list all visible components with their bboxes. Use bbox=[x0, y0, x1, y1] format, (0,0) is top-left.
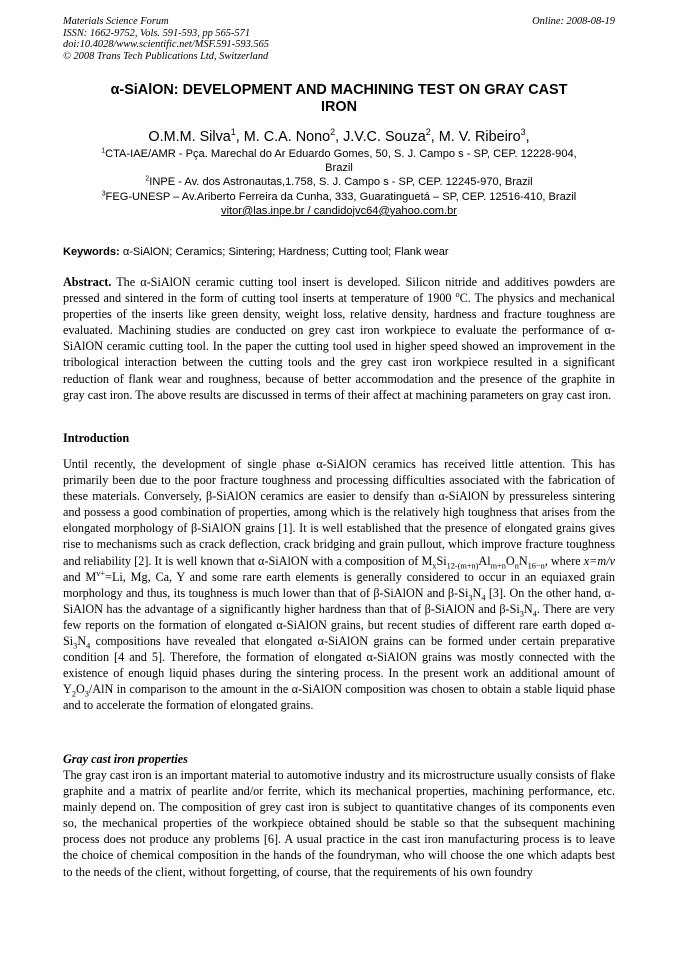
formula-superscript: v+ bbox=[96, 568, 106, 578]
formula-subscript: 2 bbox=[71, 689, 76, 699]
author-name: M. C.A. Nono bbox=[243, 129, 331, 145]
keywords-text: α-SiAlON; Ceramics; Sintering; Hardness; Cutting tool; Flank wear bbox=[122, 246, 449, 258]
abstract bbox=[63, 274, 615, 403]
affiliation-mark: 1 bbox=[101, 147, 106, 155]
affiliation bbox=[63, 147, 615, 161]
formula-subscript: n bbox=[514, 561, 519, 570]
keywords-label: Keywords: bbox=[63, 246, 120, 258]
body-text: . There are very few reports on the formation of elongated α-SiAlON grains, but recent studies of different rare earth doped α-Si bbox=[63, 601, 615, 649]
body-text: [3]. On the other hand, α-SiAlON has the advantage of a significantly higher hardness than that of β-SiAlON and β-Si bbox=[63, 585, 616, 616]
copyright-line: © 2008 Trans Tech Publications Ltd, Switzerland bbox=[63, 50, 269, 62]
author-list bbox=[63, 129, 615, 146]
author-affiliation-mark: 1 bbox=[230, 127, 236, 138]
formula-subscript: 4 bbox=[86, 641, 91, 651]
body-text: Until recently, the development of single phase α-SiAlON ceramics has received little attention. This has primarily been due to the poor fracture toughness and processing difficulties associated with the fabrication of these materials. Conversely, β-SiAlON ceramics are easier to densify than α-SiAlON by pressureless sintering and possess a good combination of properties, among which is the relatively high toughness that arises from the elongated morphology of β-SiAlON grains [1]. It is well established that the presence of elongated grains gives rise to mechanisms such as crack deflection, crack bridging and grain pullout, which improve fracture toughness and reliability [2]. It is well known that α-SiAlON with a composition of M bbox=[63, 457, 615, 568]
author-separator: , bbox=[235, 129, 244, 145]
formula-text: N bbox=[523, 601, 533, 616]
affiliation-mark: 2 bbox=[145, 175, 150, 183]
author-name: J.V.C. Souza bbox=[343, 129, 426, 145]
affiliation bbox=[63, 175, 615, 189]
online-date: Online: 2008-08-19 bbox=[532, 16, 615, 27]
abstract-text: The α-SiAlON ceramic cutting tool insert is developed. Silicon nitride and additives powders are pressed and sintered in the form of cutting tool inserts at temperature of 1900 bbox=[63, 275, 615, 306]
title-line: IRON bbox=[321, 99, 357, 115]
formula-subscript: m+n bbox=[490, 561, 506, 570]
journal-name: Materials Science Forum bbox=[63, 16, 169, 27]
body-text: =Li, Mg, Ca, Y and some rare earth elements is generally considered to occur in an equiaxed grain morphology and thus, its toughness is much lower than that of β-SiAlON and β-Si bbox=[63, 569, 615, 600]
author-separator: , bbox=[430, 129, 439, 145]
affiliation-text: INPE - Av. dos Astronautas,1.758, S. J. Campo s - SP, CEP. 12245-970, Brazil bbox=[149, 176, 533, 189]
author-name: M. V. Ribeiro bbox=[438, 129, 521, 145]
body-text: /AlN in comparison to the amount in the α-SiAlON composition was chosen to obtain a stable liquid phase and to accelerate the formation of elongated grains. bbox=[63, 682, 615, 713]
keywords bbox=[63, 245, 615, 259]
author-affiliation-mark: 2 bbox=[425, 127, 431, 138]
publication-header bbox=[63, 16, 615, 62]
author-separator: , bbox=[525, 129, 530, 145]
gray-cast-iron-body: The gray cast iron is an important material to automotive industry and its microstructure usually consists of flake graphite and a matrix of pearlite and/or ferrite, which its mechanical properties, machining performance, etc. mainly depend on. The composition of grey cast iron is subject to quantitative changes of its components even so, the mechanical properties of the workpiece obtained should be stable so that the subsequent machining process does not produce any problems [6]. A usual practice in the cast iron manufacturing process is to leave the choice of chemical composition in the hands of the foundryman, who will choose the one which adapts best to the needs of the client, without forgetting, of course, that the requirements of his own foundry bbox=[63, 768, 615, 879]
introduction-heading: Introduction bbox=[63, 431, 130, 445]
email-links[interactable]: vitor@las.inpe.br / candidojvc64@yahoo.com.br bbox=[221, 204, 457, 217]
author-separator: , bbox=[335, 129, 344, 145]
body-text: and M bbox=[63, 569, 97, 584]
doi-line: doi:10.4028/www.scientific.net/MSF.591-593.565 bbox=[63, 39, 269, 51]
author-affiliation-mark: 2 bbox=[330, 127, 336, 138]
author-name: O.M.M. Silva bbox=[148, 129, 231, 145]
formula-subscript: 16−n bbox=[527, 561, 545, 570]
degree-mark: o bbox=[455, 290, 460, 300]
formula-text: N bbox=[472, 585, 482, 600]
abstract-label: Abstract. bbox=[63, 275, 112, 289]
formula-text: N bbox=[77, 634, 87, 649]
formula-text: N bbox=[518, 553, 528, 568]
formula-subscript: 12-(m+n) bbox=[446, 561, 479, 570]
formula-text: Si bbox=[436, 553, 447, 568]
formula-subscript: 3 bbox=[468, 593, 473, 603]
affiliation-continued: Brazil bbox=[325, 162, 353, 175]
affiliation-list bbox=[63, 147, 615, 218]
formula-subscript: 4 bbox=[532, 609, 537, 619]
formula-subscript: 4 bbox=[481, 593, 486, 603]
paper-title bbox=[63, 82, 615, 116]
formula-text: O bbox=[75, 682, 85, 697]
affiliation-text: FEG-UNESP – Av.Ariberto Ferreira da Cunha, 333, Guaratinguetá – SP, CEP. 12516-410, Brazil bbox=[105, 190, 577, 203]
author-affiliation-mark: 3 bbox=[520, 127, 526, 138]
equation-text: x=m/v bbox=[583, 553, 615, 568]
abstract-text: C. The physics and mechanical properties of the inserts like green density, weight loss, relative density, hardness and fracture toughness are evaluated. Machining studies are conducted on grey cast iron workpiece to evaluate the performance of α-SiAlON ceramic cutting tool. In the paper the cutting tool used in higher speed showed an improvement in the tribological interaction between the cutting tools and the grey cast iron workpiece resulted in a significant reduction of flank wear and roughness, because of better accommodation and the presence of the graphite in gray cast iron. The above results are discussed in terms of their affect at machining parameters on gray cast iron. bbox=[63, 291, 615, 402]
formula-text: O bbox=[505, 553, 515, 568]
issn-line: ISSN: 1662-9752, Vols. 591-593, pp 565-571 bbox=[63, 27, 251, 39]
formula-text: Al bbox=[478, 553, 491, 568]
formula-subscript: x bbox=[432, 561, 437, 570]
affiliation-mark: 3 bbox=[101, 189, 106, 197]
affiliation-text: CTA-IAE/AMR - Pça. Marechal do Ar Eduardo Gomes, 50, S. J. Campo s - SP, CEP. 12228-904, bbox=[105, 148, 577, 160]
body-text: compositions have revealed that elongated α-SiAlON grains can be formed under certain preparative condition [4 and 5]. Therefore, the formation of elongated α-SiAlON grains was mostly connected with the existence of enough liquid phases during the sintering process. In the present work an additional amount of Y bbox=[63, 634, 615, 697]
formula-subscript: 3 bbox=[73, 641, 78, 651]
introduction-body bbox=[63, 456, 615, 714]
formula-subscript: 3 bbox=[84, 689, 89, 699]
affiliation bbox=[63, 190, 615, 204]
gray-cast-iron-heading: Gray cast iron properties bbox=[63, 752, 188, 766]
body-text: , where bbox=[544, 553, 584, 568]
formula-subscript: 3 bbox=[519, 609, 524, 619]
title-line: α-SiAlON: DEVELOPMENT AND MACHINING TEST ON GRAY CAST bbox=[110, 82, 568, 98]
